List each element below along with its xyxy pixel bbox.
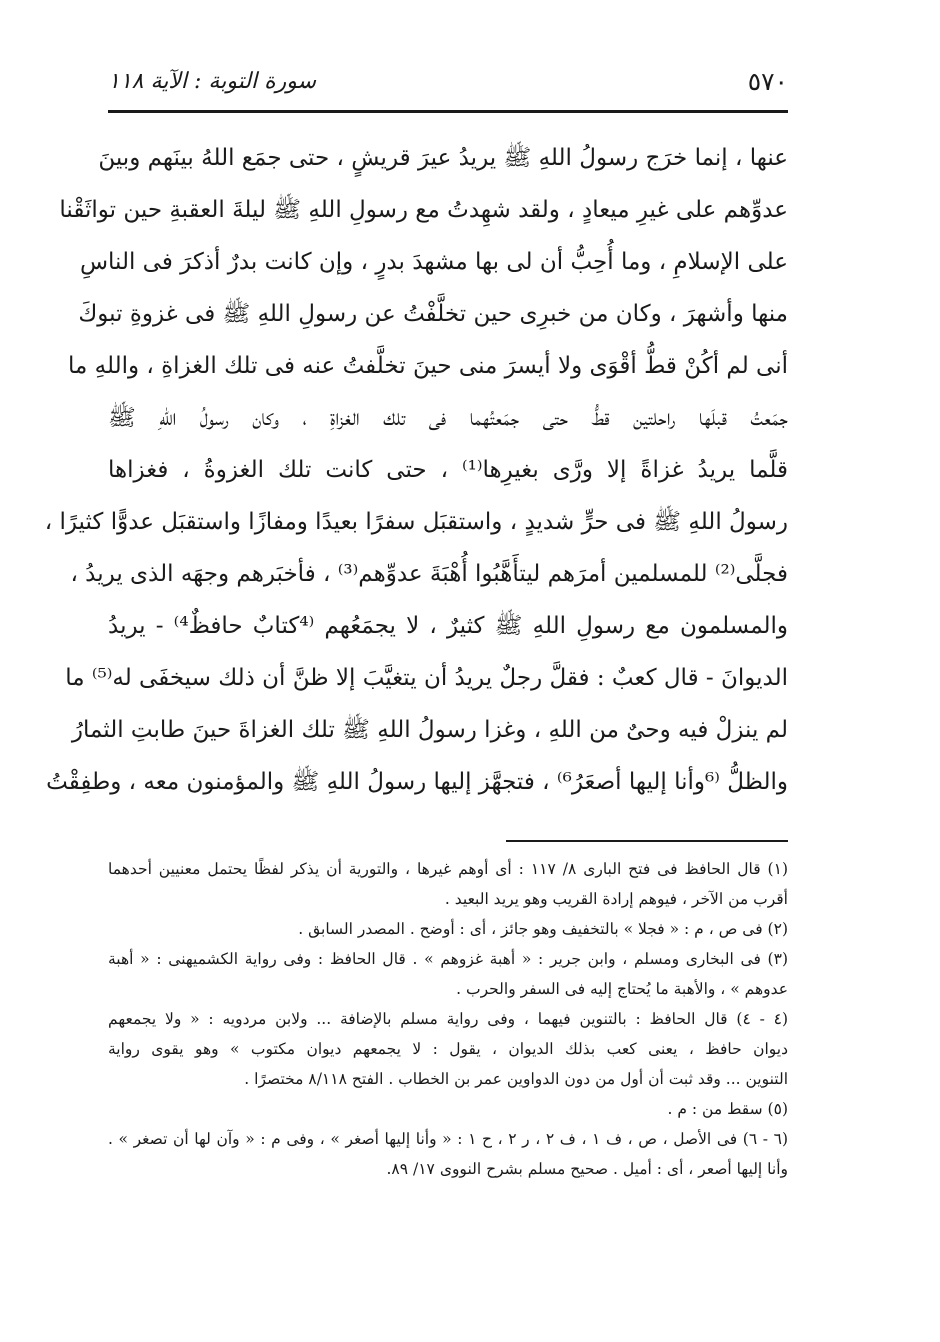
footnote-line: (٦ - ٦) فى الأصل ، ص ، ف ١ ، ف ٢ ، ر ٢ ، ح ١ : « وأنا إليها أصغر » ، وفى م : « وآن لها أن تصغر » .: [108, 1130, 788, 1148]
footnote-line: (٣) فى البخارى ومسلم ، وابن جرير : « أهبة غزوهم » . قال الحافظ : وفى رواية الكشميهنى : « أهبة: [108, 950, 788, 968]
book-page: [44, 58, 788, 1288]
text-line: الديوانَ - قال كعبٌ : فقلَّ رجلٌ يريدُ أن يتغيَّبَ إلا ظنَّ أن ذلك سيخفَى له⁽⁵⁾ ما: [65, 665, 788, 691]
footnote-line: (١) قال الحافظ فى فتح البارى ٨/ ١١٧ : أى أوهم غيرها ، والتورية أن يذكر لفظًا يحتمل معنيين أحدهما: [108, 860, 788, 878]
footnote-line: التنوين ... وقد ثبت أن أول من دون الدواوين عمر بن الخطاب . الفتح ٨/١١٨ مختصرًا .: [244, 1070, 788, 1088]
page-number: ٥٧٠: [747, 66, 788, 96]
text-line: فجلَّى⁽²⁾ للمسلمين أمرَهم ليتأَهَّبُوا أُهْبَةَ عدوِّهم⁽³⁾ ، فأخبَرهم وجهَه الذى يريدُ ،: [70, 561, 788, 587]
text-line: لم ينزلْ فيه وحىٌ من اللهِ ، وغزا رسولُ اللهِ ﷺ تلك الغزاةَ حينَ طابتِ الثمارُ: [71, 717, 788, 743]
page-header: [108, 58, 788, 104]
text-line: والظلُّ ⁽⁶وأنا إليها أصعَرُ⁶⁾ ، فتجهَّز إليها رسولُ اللهِ ﷺ والمؤمنون معه ، وطفِقْتُ: [46, 769, 788, 795]
footnote-line: ديوان حافظ ، يعنى كعب بذلك الديوان ، يقول : لا يجمعهم ديوان مكتوب » وهو يقوى رواية: [108, 1040, 788, 1058]
footnote-separator: [506, 840, 788, 842]
footnotes: [108, 854, 788, 1184]
text-line: أنى لم أكُنْ قطُّ أقْوَى ولا أيسرَ منى حينَ تخلَّفتُ عنه فى تلك الغزاةِ ، واللهِ ما: [68, 353, 788, 379]
footnote-line: (٥) سقط من : م .: [667, 1100, 788, 1118]
running-title: سورة التوبة : الآية ١١٨: [108, 68, 317, 94]
footnote-line: أقرب من الآخر ، فيوهم إرادة القريب وهو يريد البعيد .: [444, 890, 788, 908]
text-line: والمسلمون مع رسولِ اللهِ ﷺ كثيرٌ ، لا يجمَعُهم ⁽⁴كتابٌ حافظٌ⁴⁾ - يريدُ: [108, 613, 788, 639]
footnote-line: عدوهم » ، والأهبة ما يُحتاج إليه فى السفر والحرب .: [456, 980, 788, 998]
text-line: قلَّما يريدُ غزاةً إلا ورَّى بغيرِها⁽¹⁾ ، حتى كانت تلك الغزوةُ ، فغزاها: [108, 457, 788, 483]
footnote-line: (٢) فى ص ، م : « فجلا » بالتخفيف وهو جائز ، أى : أوضح . المصدر السابق .: [298, 920, 788, 938]
text-line: على الإسلامِ ، وما أُحِبُّ أن لى بها مشهدَ بدرٍ ، وإن كانت بدرٌ أذكرَ فى الناسِ: [79, 249, 788, 275]
text-line: رسولُ اللهِ ﷺ فى حرٍّ شديدٍ ، واستقبَل سفرًا بعيدًا ومفازًا واستقبَل عدوًّا كثيرًا ،: [44, 509, 788, 535]
main-text: [44, 132, 788, 808]
text-line: عدوِّهم على غيرِ ميعادٍ ، ولقد شهِدتُ مع رسولِ اللهِ ﷺ ليلةَ العقبةِ حين تواثَقْنا: [59, 197, 788, 223]
footnote-line: (٤ - ٤) قال الحافظ : بالتنوين فيهما ، وفى رواية مسلم بالإضافة ... ولابن مردويه : « ولا يجمعهم: [108, 1010, 788, 1028]
text-line: عنها ، إنما خرَج رسولُ اللهِ ﷺ يريدُ عيرَ قريشٍ ، حتى جمَع اللهُ بينَهم وبينَ: [98, 145, 788, 171]
text-line: جمَعتُ قبلَها راحلتين قطُّ حتى جمَعتُهما فى تلك الغزاةِ ، وكان رسولُ اللهِ ﷺ: [108, 405, 788, 431]
text-line: منها وأشهرَ ، وكان من خبرِى حين تخلَّفْتُ عن رسولِ اللهِ ﷺ فى غزوةِ تبوكَ: [78, 301, 788, 327]
header-rule: [108, 110, 788, 113]
footnote-line: وأنا إليها أصعر ، أى : أميل . صحيح مسلم بشرح النووى ١٧/ ٨٩.: [386, 1160, 788, 1178]
